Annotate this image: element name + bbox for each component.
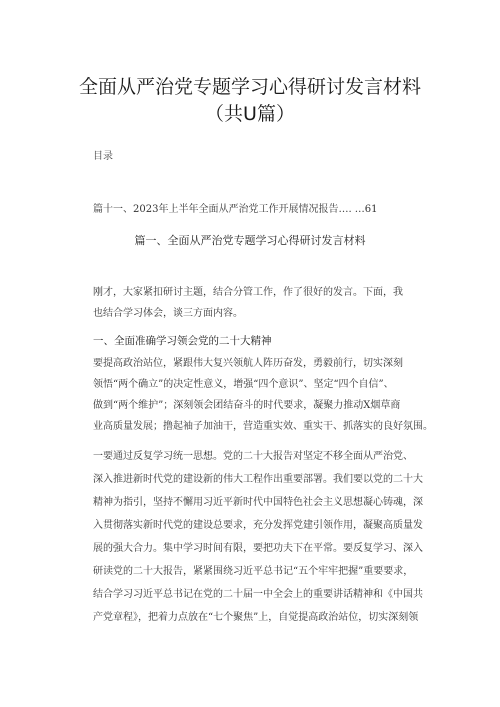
chapter-heading: 篇一、全面从严治党专题学习心得研讨发言材料 [134,234,366,247]
paragraph-line: 做到“两个维护”；深刻领会团结奋斗的时代要求，凝聚力推动X烟草商 [93,400,401,411]
paragraph-line: 领悟“两个确立”的决定性意义，增强“四个意识”、坚定“四个自信”、 [93,379,394,390]
paragraph-line: 入贯彻落实新时代党的建设总要求，充分发挥党建引领作用，凝聚高质量发 [93,520,423,531]
toc-label: 目录 [93,151,113,162]
paragraph-line: 研读党的二十大报告，紧紧围绕习近平总书记“五个牢牢把握”重要要求， [93,566,414,577]
document-title-count: （共U篇） [205,103,295,125]
section-heading: 一、全面准确学习领会党的二十大精神 [93,335,272,347]
paragraph-line: 结合学习习近平总书记在党的二十届一中全会上的重要讲话精神和《中国共 [93,589,423,600]
document-title: 全面从严治党专题学习心得研讨发言材料 [78,76,421,98]
intro-line: 也结合学习体会，谈三方面内容。 [93,308,243,319]
paragraph-line: 深入推进新时代党的建设新的伟大工程作出重要部署。我们要以党的二十大 [93,474,423,485]
paragraph-line: 精神为指引，坚持不懈用习近平新时代中国特色社会主义思想凝心铸魂，深 [93,497,423,508]
paragraph-line: 要提高政治站位，紧跟伟大复兴领航人阵历奋发，勇毅前行，切实深刻 [93,358,403,369]
paragraph-line: 一要通过反复学习统一思想。党的二十大报告对坚定不移全面从严治党、 [93,451,413,462]
paragraph-line: 展的强大合力。集中学习时间有限，要把功夫下在平常。要反复学习、深入 [93,543,423,554]
paragraph-line: 业高质量发展；撸起袖子加油干，营造重实效、重实干、抓落实的良好氛围。 [93,421,433,432]
toc-entry: 篇十一、2023年上半年全面从严治党工作开展情况报告…. …61 [93,204,378,215]
intro-line: 刚才，大家紧扣研讨主题，结合分管工作，作了很好的发言。下面，我 [93,287,403,298]
paragraph-line: 产党章程》，把着力点放在“七个聚焦”上，自觉提高政治站位，切实深刻领 [93,612,419,623]
